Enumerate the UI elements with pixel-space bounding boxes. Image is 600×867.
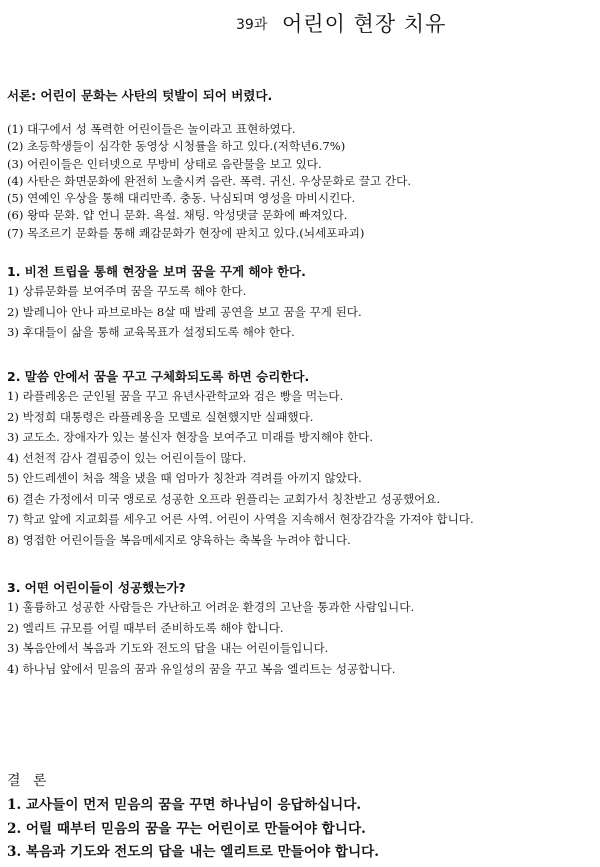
list-item: 2) 엘리트 규모를 어릴 때부터 준비하도록 해야 합니다.	[7, 620, 284, 635]
list-item: (4) 사탄은 화면문화에 완전히 노출시켜 음란. 폭력. 귀신. 우상문화로 끌고 간다.	[7, 173, 412, 188]
page-title: 어린이 현장 치유	[282, 12, 447, 36]
list-item: 4) 선천적 감사 결핍증이 있는 어린이들이 많다.	[7, 450, 247, 465]
list-item: 3) 교도소. 장애자가 있는 불신자 현장을 보여주고 미래를 방지해야 한다.	[7, 430, 374, 444]
list-item: 1) 라플레옹은 군인될 꿈을 꾸고 유년사관학교와 검은 빵을 먹는다.	[7, 389, 344, 403]
section-1-heading: 1. 비전 트립을 통해 현장을 보며 꿈을 꾸게 해야 한다.	[7, 264, 306, 279]
list-item: 8) 영접한 어린이들을 복음메세지로 양육하는 축복을 누려야 합니다.	[7, 532, 351, 547]
list-item: 1) 훌륭하고 성공한 사람들은 가난하고 어려운 환경의 고난을 통과한 사람입니다.	[7, 600, 415, 614]
list-item: 3) 복음안에서 복음과 기도와 전도의 답을 내는 어린이들입니다.	[7, 641, 329, 655]
section-1-list	[7, 281, 362, 343]
list-item: 4) 하나님 앞에서 믿음의 꿈과 유일성의 꿈을 꾸고 복음 엘리트는 성공합니다.	[7, 661, 396, 676]
conclusion-list	[7, 794, 379, 865]
intro-heading: 서론: 어린이 문화는 사탄의 텃발이 되어 버렸다.	[7, 88, 273, 103]
section-3-list	[7, 597, 414, 679]
list-item: 6) 결손 가정에서 미국 앵로로 성공한 오프라 윈플리는 교회가서 칭찬받고 성공했어요.	[7, 491, 441, 506]
conclusion-heading: 결 론	[7, 773, 51, 789]
list-item: 5) 안드레센이 처음 책을 냈을 때 엄마가 칭찬과 격려를 아끼지 않았다.	[7, 471, 362, 485]
list-item: 2) 박정희 대통령은 라플레옹을 모델로 실현했지만 실패했다.	[7, 409, 314, 424]
list-item: (2) 초등학생들이 심각한 동영상 시청률을 하고 있다.(저학년6.7%)	[7, 139, 346, 154]
list-item: (6) 왕따 문화. 얍 언니 문화. 욕설. 채팅. 악성댓글 문화에 빠져있다.	[7, 208, 348, 223]
title-row	[0, 8, 600, 38]
list-item: 1. 교사들이 먼저 믿음의 꿈을 꾸면 하나님이 응답하십니다.	[7, 797, 362, 813]
lesson-number: 39과	[236, 17, 268, 33]
list-item: 3) 후대들이 삶을 통해 교육목표가 설정되도록 해야 한다.	[7, 325, 295, 339]
list-item: 1) 상류문화를 보여주며 꿈을 꾸도록 해야 한다.	[7, 284, 247, 298]
list-item: 7) 학교 앞에 지교회를 세우고 어른 사역. 어린이 사역을 지속해서 현장감각을 가져야 합니다.	[7, 512, 474, 526]
list-item: (7) 목조르기 문화를 통해 쾌감문화가 현장에 판치고 있다.(뇌세포파괴)	[7, 225, 365, 240]
list-item: (3) 어린이들은 인터넷으로 무방비 상태로 음란물을 보고 있다.	[7, 156, 322, 171]
section-3-heading: 3. 어떤 어린이들이 성공했는가?	[7, 580, 186, 595]
list-item: (1) 대구에서 성 폭력한 어린이들은 놀이라고 표현하였다.	[7, 122, 296, 136]
list-item: 3. 복음과 기도와 전도의 답을 내는 엘리트로 만들어야 합니다.	[7, 844, 379, 860]
list-item: 2) 발레니아 안나 파브로바는 8살 때 발레 공연을 보고 꿈을 꾸게 된다.	[7, 304, 362, 319]
list-item: (5) 연예인 우상을 통해 대리만족. 충동. 낙심되며 영성을 마비시킨다.	[7, 191, 356, 206]
intro-list	[7, 121, 411, 242]
section-2-heading: 2. 말씀 안에서 꿈을 꾸고 구체화되도록 하면 승리한다.	[7, 369, 310, 384]
list-item: 2. 어릴 때부터 믿음의 꿈을 꾸는 어린이로 만들어야 합니다.	[7, 820, 366, 837]
section-2-list	[7, 386, 474, 550]
